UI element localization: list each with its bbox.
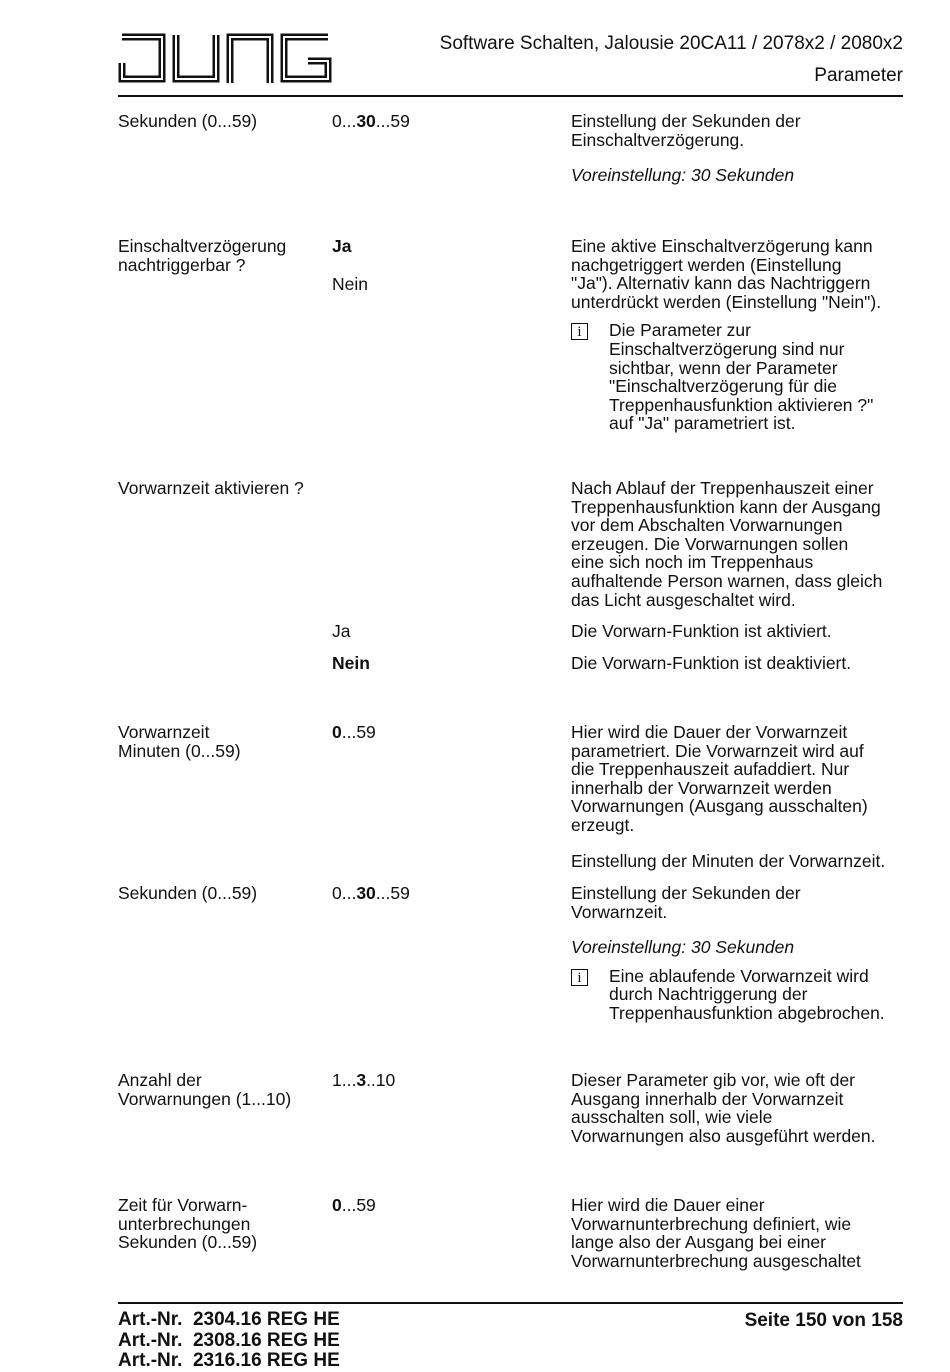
option-ja: Ja [332,621,351,641]
param-range: 0...30...59 [332,111,410,131]
choice-description: Die Vorwarn-Funktion ist aktiviert. [571,621,832,641]
param-name: Sekunden (0...59) [118,111,258,131]
param-name: Vorwarnzeit aktivieren ? [118,478,304,498]
header-rule [118,95,903,97]
param-name: Einschaltverzögerung nachtriggerbar ? [118,236,287,275]
choice-description: Die Vorwarn-Funktion ist deaktiviert. [571,653,852,673]
param-name: Zeit für Vorwarn- unterbrechungen Sekunden (0...59) [118,1195,258,1253]
article-numbers [118,1310,340,1372]
info-note: i Die Parameter zur Einschaltverzögerung sind nur sichtbar, wenn der Parameter "Einschaltverzögerung für die Treppenhausfunktion aktivieren ?" auf "Ja" parametriert ist. [571,321,908,433]
document-title: Software Schalten, Jalousie 20CA11 / 2078x2 / 2080x2 [439,33,903,54]
param-description: Einstellung der Sekunden der Einschaltverzögerung. Voreinstellung: 30 Sekunden [571,112,908,185]
param-range: 0...59 [332,1195,376,1215]
param-description: Hier wird die Dauer einer Vorwarnunterbrechung definiert, wie lange also der Ausgang bei einer Vorwarnunterbrechung ausgeschaltet [571,1195,861,1271]
param-description: Dieser Parameter gib vor, wie oft der Ausgang innerhalb der Vorwarnzeit ausschalten soll, wie viele Vorwarnungen also ausgeführt werden. [571,1070,876,1146]
article-number: Art.-Nr. 2316.16 REG HE [118,1350,340,1371]
param-range: 1...3..10 [332,1070,396,1090]
info-icon: i [571,323,588,340]
jung-logo [118,31,333,86]
default-value: Voreinstellung: 30 Sekunden [571,937,795,958]
article-number: Art.-Nr. 2308.16 REG HE [118,1329,340,1351]
section-title: Parameter [814,65,903,86]
option-nein: Nein [332,273,368,294]
option-nein: Nein [332,653,370,673]
param-range: 0...59 [332,722,376,742]
param-range: 0...30...59 [332,883,410,903]
param-description: Hier wird die Dauer der Vorwarnzeit parametriert. Die Vorwarnzeit wird auf die Treppenhauszeit aufaddiert. Nur innerhalb der Vorwarnzeit werden Vorwarnungen (Ausgang ausschalten) erzeugt. Einstellung der Minuten der Vorwarnzeit. [571,722,886,871]
param-description: Nach Ablauf der Treppenhauszeit einer Treppenhausfunktion kann der Ausgang vor dem Abschalten Vorwarnungen erzeugen. Die Vorwarnungen sollen eine sich noch im Treppenhaus aufhaltende Person warnen, dass gleich das Licht ausgeschaltet wird. [571,478,883,610]
param-name: Vorwarnzeit Minuten (0...59) [118,722,241,761]
param-name: Sekunden (0...59) [118,883,258,903]
param-options [332,237,552,293]
param-description: Eine aktive Einschaltverzögerung kann nachgetriggert werden (Einstellung "Ja"). Alternativ kann das Nachtriggern unterdrückt werden (Einstellung "Nein"). i Die Parameter zur Einschaltverzögerung sind nur sichtbar, wenn der Parameter "Einschaltverzögerung für die Treppenhausfunktion aktivieren ?" auf "Ja" parametriert ist. [571,237,908,433]
page-number: Seite 150 von 158 [744,1310,903,1331]
article-number: Art.-Nr. 2304.16 REG HE [118,1309,340,1330]
param-name: Anzahl der Vorwarnungen (1...10) [118,1070,292,1109]
option-ja: Ja [332,236,352,256]
param-description: Einstellung der Sekunden der Vorwarnzeit. Voreinstellung: 30 Sekunden i Eine ablaufende Vorwarnzeit wird durch Nachtriggerung der Treppenhausfunktion abgebrochen. [571,884,908,1023]
default-value: Voreinstellung: 30 Sekunden [571,165,795,186]
info-icon: i [571,969,588,986]
info-note: i Eine ablaufende Vorwarnzeit wird durch Nachtriggerung der Treppenhausfunktion abgebrochen. [571,967,908,1023]
footer-rule [118,1302,903,1304]
